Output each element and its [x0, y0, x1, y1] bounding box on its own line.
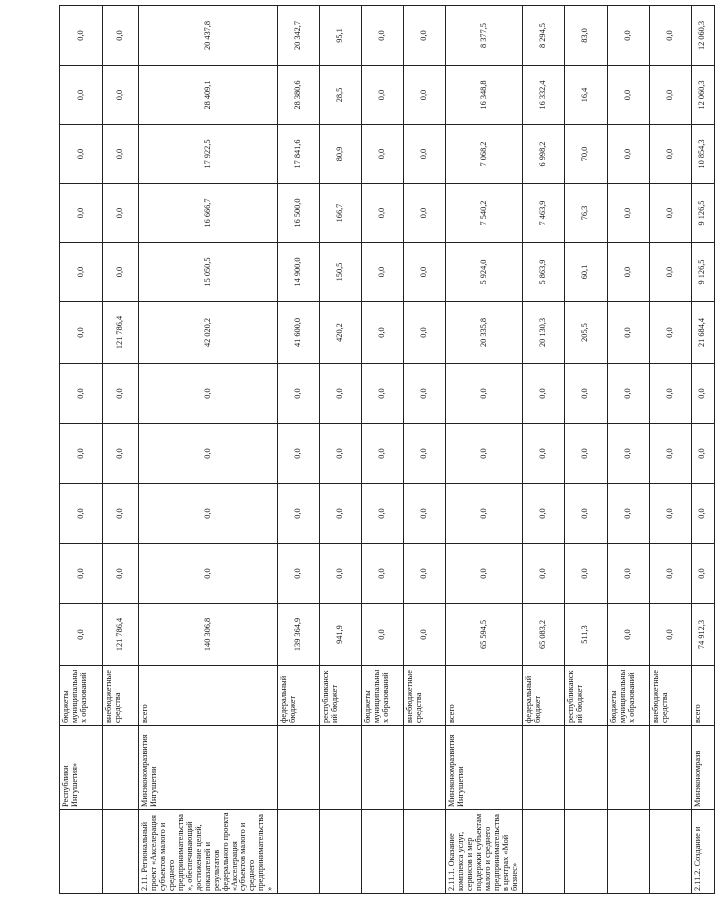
- amount-cell: 0,0: [649, 424, 691, 484]
- table-row: [103, 6, 139, 894]
- table-row: [564, 6, 607, 894]
- amount-cell: 0,0: [103, 544, 139, 604]
- activity-cell: 2.11.2. Создание и: [691, 810, 714, 894]
- amount-cell: 0,0: [404, 243, 446, 302]
- amount-cell: 10 854,3: [691, 125, 714, 184]
- amount-cell: 0,0: [278, 424, 320, 484]
- amount-cell: 16 348,8: [446, 66, 523, 125]
- table-row: [649, 6, 691, 894]
- amount-cell: 9 126,5: [691, 184, 714, 243]
- amount-cell: 121 786,4: [103, 302, 139, 364]
- executor-cell: [404, 726, 446, 810]
- source-cell: бюджеты муниципальных образований: [60, 666, 103, 726]
- amount-cell: 0,0: [607, 544, 649, 604]
- table-row: [404, 6, 446, 894]
- amount-cell: 0,0: [362, 484, 404, 544]
- amount-cell: 16 500,0: [278, 184, 320, 243]
- amount-cell: 0,0: [60, 364, 103, 424]
- executor-cell: [649, 726, 691, 810]
- amount-cell: 20 437,8: [139, 6, 278, 66]
- amount-cell: 0,0: [607, 604, 649, 666]
- executor-cell: [362, 726, 404, 810]
- amount-cell: 0,0: [607, 6, 649, 66]
- source-cell: республиканский бюджет: [564, 666, 607, 726]
- executor-cell: [320, 726, 362, 810]
- amount-cell: 0,0: [446, 364, 523, 424]
- executor-cell: [522, 726, 564, 810]
- amount-cell: 0,0: [60, 243, 103, 302]
- activity-cell: [649, 810, 691, 894]
- amount-cell: 28,5: [320, 66, 362, 125]
- amount-cell: 15 050,5: [139, 243, 278, 302]
- amount-cell: 0,0: [103, 125, 139, 184]
- amount-cell: 80,9: [320, 125, 362, 184]
- amount-cell: 20 130,3: [522, 302, 564, 364]
- amount-cell: 0,0: [320, 364, 362, 424]
- amount-cell: 0,0: [103, 484, 139, 544]
- amount-cell: 0,0: [60, 544, 103, 604]
- amount-cell: 0,0: [649, 544, 691, 604]
- amount-cell: 0,0: [607, 424, 649, 484]
- amount-cell: 0,0: [60, 484, 103, 544]
- source-cell: всего: [446, 666, 523, 726]
- amount-cell: 0,0: [404, 66, 446, 125]
- table-row: [446, 6, 523, 894]
- amount-cell: 17 841,6: [278, 125, 320, 184]
- amount-cell: 0,0: [60, 424, 103, 484]
- amount-cell: 0,0: [446, 544, 523, 604]
- amount-cell: 0,0: [607, 302, 649, 364]
- amount-cell: 205,5: [564, 302, 607, 364]
- amount-cell: 17 922,5: [139, 125, 278, 184]
- table-row: [278, 6, 320, 894]
- amount-cell: 0,0: [103, 184, 139, 243]
- amount-cell: 65 594,5: [446, 604, 523, 666]
- amount-cell: 12 060,3: [691, 6, 714, 66]
- amount-cell: 0,0: [362, 6, 404, 66]
- executor-cell: Республики Ингушетия»: [60, 726, 103, 810]
- amount-cell: 8 377,5: [446, 6, 523, 66]
- amount-cell: 0,0: [649, 243, 691, 302]
- amount-cell: 0,0: [60, 125, 103, 184]
- amount-cell: 0,0: [691, 544, 714, 604]
- amount-cell: 0,0: [278, 364, 320, 424]
- amount-cell: 150,5: [320, 243, 362, 302]
- amount-cell: 95,1: [320, 6, 362, 66]
- table-row: [607, 6, 649, 894]
- amount-cell: 0,0: [320, 424, 362, 484]
- amount-cell: 28 380,6: [278, 66, 320, 125]
- amount-cell: 12 060,3: [691, 66, 714, 125]
- amount-cell: 420,2: [320, 302, 362, 364]
- amount-cell: 0,0: [139, 544, 278, 604]
- rotated-page: [59, 6, 707, 894]
- amount-cell: 65 083,2: [522, 604, 564, 666]
- amount-cell: 140 306,8: [139, 604, 278, 666]
- amount-cell: 0,0: [362, 424, 404, 484]
- activity-cell: [607, 810, 649, 894]
- amount-cell: 0,0: [607, 66, 649, 125]
- executor-cell: [103, 726, 139, 810]
- activity-cell: [564, 810, 607, 894]
- amount-cell: 0,0: [607, 184, 649, 243]
- amount-cell: 42 020,2: [139, 302, 278, 364]
- amount-cell: 0,0: [103, 243, 139, 302]
- amount-cell: 7 463,9: [522, 184, 564, 243]
- table-row: [691, 6, 714, 894]
- amount-cell: 0,0: [103, 6, 139, 66]
- amount-cell: 70,0: [564, 125, 607, 184]
- amount-cell: 0,0: [649, 484, 691, 544]
- amount-cell: 0,0: [446, 484, 523, 544]
- amount-cell: 20 342,7: [278, 6, 320, 66]
- budget-table: [59, 5, 715, 894]
- source-cell: всего: [139, 666, 278, 726]
- activity-cell: [522, 810, 564, 894]
- amount-cell: 166,7: [320, 184, 362, 243]
- amount-cell: 0,0: [404, 424, 446, 484]
- amount-cell: 0,0: [404, 484, 446, 544]
- activity-cell: 2.11.1. Оказание комплекса услуг, сервисов и мер поддержки субъектам малого и среднего предпринимательства в центрах «Мой бизнес»: [446, 810, 523, 894]
- amount-cell: 0,0: [139, 364, 278, 424]
- activity-cell: [320, 810, 362, 894]
- amount-cell: 16 332,4: [522, 66, 564, 125]
- amount-cell: 0,0: [362, 125, 404, 184]
- amount-cell: 83,0: [564, 6, 607, 66]
- amount-cell: 20 335,8: [446, 302, 523, 364]
- table-row: [139, 6, 278, 894]
- amount-cell: 0,0: [362, 604, 404, 666]
- source-cell: бюджеты муниципальных образований: [362, 666, 404, 726]
- amount-cell: 0,0: [103, 424, 139, 484]
- amount-cell: 0,0: [649, 184, 691, 243]
- activity-cell: [103, 810, 139, 894]
- amount-cell: 76,3: [564, 184, 607, 243]
- amount-cell: 0,0: [103, 364, 139, 424]
- amount-cell: 5 863,9: [522, 243, 564, 302]
- amount-cell: 0,0: [607, 364, 649, 424]
- amount-cell: 0,0: [139, 424, 278, 484]
- amount-cell: 0,0: [649, 6, 691, 66]
- amount-cell: 6 998,2: [522, 125, 564, 184]
- activity-cell: 2.11. Региональный проект «Акселерация субъектов малого и среднего предпринимательства», обеспечивающий достижение целей, показателей и результатов федерального проекта «Акселерация субъектов малого и среднего предпринимательства»: [139, 810, 278, 894]
- amount-cell: 0,0: [60, 6, 103, 66]
- amount-cell: 121 786,4: [103, 604, 139, 666]
- table-row: [362, 6, 404, 894]
- source-cell: внебюджетные средства: [649, 666, 691, 726]
- amount-cell: 0,0: [103, 66, 139, 125]
- amount-cell: 0,0: [362, 243, 404, 302]
- amount-cell: 0,0: [404, 125, 446, 184]
- amount-cell: 0,0: [522, 364, 564, 424]
- source-cell: внебюджетные средства: [103, 666, 139, 726]
- amount-cell: 0,0: [649, 604, 691, 666]
- table-row: [320, 6, 362, 894]
- executor-cell: Минэкономразвития Ингушетии: [446, 726, 523, 810]
- amount-cell: 0,0: [446, 424, 523, 484]
- amount-cell: 0,0: [278, 544, 320, 604]
- source-cell: внебюджетные средства: [404, 666, 446, 726]
- activity-cell: [278, 810, 320, 894]
- amount-cell: 8 294,5: [522, 6, 564, 66]
- activity-cell: [362, 810, 404, 894]
- table-row: [60, 6, 103, 894]
- amount-cell: 0,0: [564, 484, 607, 544]
- amount-cell: 0,0: [649, 302, 691, 364]
- amount-cell: 0,0: [320, 544, 362, 604]
- amount-cell: 21 684,4: [691, 302, 714, 364]
- amount-cell: 41 600,0: [278, 302, 320, 364]
- amount-cell: 0,0: [404, 302, 446, 364]
- amount-cell: 0,0: [691, 364, 714, 424]
- amount-cell: 0,0: [362, 302, 404, 364]
- table-row: [522, 6, 564, 894]
- amount-cell: 0,0: [564, 544, 607, 604]
- amount-cell: 0,0: [649, 66, 691, 125]
- amount-cell: 16 666,7: [139, 184, 278, 243]
- executor-cell: Минэкономразвития Ингушетии: [139, 726, 278, 810]
- amount-cell: 0,0: [607, 484, 649, 544]
- amount-cell: 0,0: [522, 484, 564, 544]
- amount-cell: 0,0: [278, 484, 320, 544]
- amount-cell: 0,0: [564, 424, 607, 484]
- source-cell: федеральный бюджет: [522, 666, 564, 726]
- amount-cell: 0,0: [691, 424, 714, 484]
- amount-cell: 7 540,2: [446, 184, 523, 243]
- amount-cell: 0,0: [320, 484, 362, 544]
- amount-cell: 511,3: [564, 604, 607, 666]
- executor-cell: [278, 726, 320, 810]
- amount-cell: 0,0: [522, 424, 564, 484]
- amount-cell: 0,0: [362, 66, 404, 125]
- amount-cell: 0,0: [404, 184, 446, 243]
- amount-cell: 28 409,1: [139, 66, 278, 125]
- amount-cell: 941,9: [320, 604, 362, 666]
- amount-cell: 0,0: [691, 484, 714, 544]
- amount-cell: 16,4: [564, 66, 607, 125]
- amount-cell: 0,0: [404, 364, 446, 424]
- amount-cell: 60,1: [564, 243, 607, 302]
- amount-cell: 0,0: [362, 184, 404, 243]
- activity-cell: [60, 810, 103, 894]
- amount-cell: 0,0: [60, 604, 103, 666]
- amount-cell: 0,0: [60, 66, 103, 125]
- source-cell: бюджеты муниципальных образований: [607, 666, 649, 726]
- amount-cell: 0,0: [60, 302, 103, 364]
- amount-cell: 0,0: [649, 364, 691, 424]
- amount-cell: 0,0: [139, 484, 278, 544]
- amount-cell: 14 900,0: [278, 243, 320, 302]
- source-cell: федеральный бюджет: [278, 666, 320, 726]
- source-cell: всего: [691, 666, 714, 726]
- amount-cell: 0,0: [362, 364, 404, 424]
- amount-cell: 7 068,2: [446, 125, 523, 184]
- amount-cell: 0,0: [60, 184, 103, 243]
- amount-cell: 0,0: [362, 544, 404, 604]
- executor-cell: Минэкономразв: [691, 726, 714, 810]
- amount-cell: 0,0: [404, 544, 446, 604]
- amount-cell: 0,0: [607, 125, 649, 184]
- amount-cell: 139 364,9: [278, 604, 320, 666]
- amount-cell: 0,0: [607, 243, 649, 302]
- executor-cell: [607, 726, 649, 810]
- amount-cell: 0,0: [649, 125, 691, 184]
- executor-cell: [564, 726, 607, 810]
- amount-cell: 0,0: [404, 604, 446, 666]
- activity-cell: [404, 810, 446, 894]
- amount-cell: 5 924,0: [446, 243, 523, 302]
- amount-cell: 74 912,3: [691, 604, 714, 666]
- amount-cell: 0,0: [564, 364, 607, 424]
- amount-cell: 9 126,5: [691, 243, 714, 302]
- source-cell: республиканский бюджет: [320, 666, 362, 726]
- amount-cell: 0,0: [522, 544, 564, 604]
- amount-cell: 0,0: [404, 6, 446, 66]
